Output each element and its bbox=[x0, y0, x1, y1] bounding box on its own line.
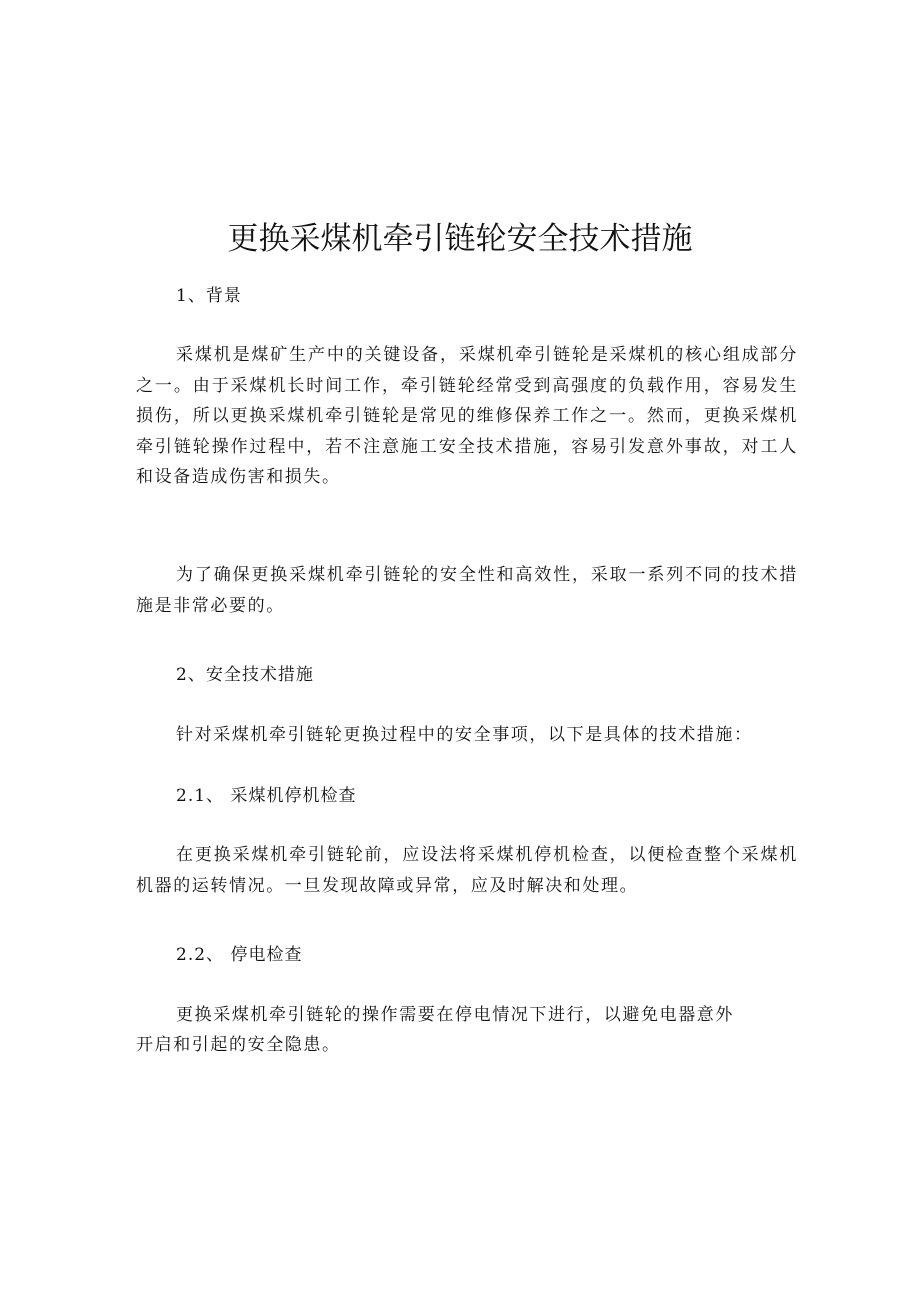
subsection-2-1-heading: 2.1、 采煤机停机检查 bbox=[176, 786, 357, 806]
section-2-intro: 针对采煤机牵引链轮更换过程中的安全事项，以下是具体的技术措施： bbox=[176, 725, 753, 745]
section-1-paragraph-1: 采煤机是煤矿生产中的关键设备，采煤机牵引链轮是采煤机的核心组成部分之一。由于采煤机长时间工作，牵引链轮经常受到高强度的负载作用，容易发生损伤，所以更换采煤机牵引链轮是常见的维修保养工作之一。然而，更换采煤机牵引链轮操作过程中，若不注意施工安全技术措施，容易引发意外事故，对工人和设备造成伤害和损失。 bbox=[136, 345, 798, 487]
section-2-heading: 2、安全技术措施 bbox=[176, 665, 314, 685]
subsection-2-2-paragraph-line-1: 更换采煤机牵引链轮的操作需要在停电情况下进行，以避免电器意外 bbox=[176, 1005, 734, 1025]
section-1-paragraph-2: 为了确保更换采煤机牵引链轮的安全性和高效性，采取一系列不同的技术措施是非常必要的。 bbox=[136, 565, 798, 616]
subsection-2-1-paragraph: 在更换采煤机牵引链轮前，应设法将采煤机停机检查，以便检查整个采煤机机器的运转情况。一旦发现故障或异常，应及时解决和处理。 bbox=[136, 845, 798, 896]
subsection-2-2-heading: 2.2、 停电检查 bbox=[176, 945, 303, 965]
section-1-heading: 1、背景 bbox=[176, 286, 242, 306]
document-title: 更换采煤机牵引链轮安全技术措施 bbox=[227, 221, 693, 257]
subsection-2-2-paragraph-line-2: 开启和引起的安全隐患。 bbox=[136, 1035, 341, 1055]
